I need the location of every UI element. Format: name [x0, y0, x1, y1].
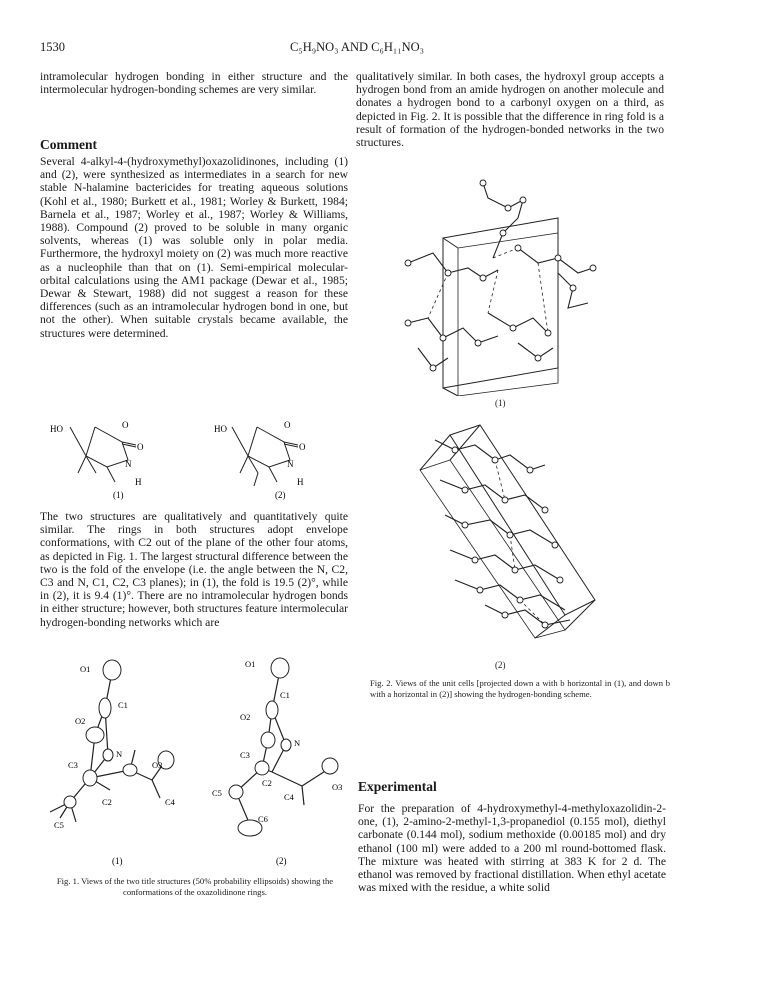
scheme1-carbonyl-o-label: O	[137, 442, 144, 452]
comment-heading: Comment	[40, 137, 97, 152]
fig1-c6-label-2: C6	[258, 814, 268, 824]
fig1-caption: Fig. 1. Views of the two title structures (50% probability ellipsoids) showing the conformations of the oxazolidinone rings.	[56, 876, 334, 897]
comment-paragraph: Several 4-alkyl-4-(hydroxymethyl)oxazolidinones, including (1) and (2), were synthesized as intermediates in a search for new stable N-halamine bactericides for treating aqueous solutions (Kohl et al., 1980; Burkett et al., 1981; Worley & Burkett, 1984; Barnela et al., 1987; Worley et al., 1987; Worley & Williams, 1988). Compound (2) proved to be soluble in many organic solvents, whereas (1) was soluble only in polar media. Furthermore, the hydroxyl moiety on (2) was much more reactive as a nucleophile than that on (1). Semi-empirical molecular-orbital calculations using the AM1 package (Dewar et al., 1985; Dewar & Stewart, 1988) did not suggest a reason for these differences (such as an intramolecular hydrogen bond in one, but not the other). When suitable crystals became available, the structures were determined.	[40, 155, 348, 340]
fig1-o2-label-2: O2	[240, 712, 251, 722]
fig2-caption: Fig. 2. Views of the unit cells [projected down a with b horizontal in (1), and down b with a horizontal in (2)] showing the hydrogen-bonding scheme.	[370, 678, 670, 699]
page-number: 1530	[40, 40, 65, 54]
fig2-hbonds-1	[428, 248, 548, 333]
fig2-atoms-2	[452, 447, 563, 628]
fig1-c1-label-2: C1	[280, 690, 290, 700]
fig2-cell-box-2	[420, 425, 595, 638]
scheme2-n-label: N	[287, 459, 294, 469]
fig1-o2-label-1: O2	[75, 716, 86, 726]
scheme-1	[70, 427, 136, 482]
structure-paragraph: The two structures are qualitatively and quantitatively quite similar. The rings in both structures adopt envelope conformations, with C2 out of the plane of the other four atoms, as depicted in Fig. 1. The largest structural difference between the two is the fold of the envelope (i.e. the angle between the N, C2, C3 and N, C1, C2, C3 planes); in (1), the fold is 19.5 (2)°, while in (2), it is 9.4 (1)°. There are no intramolecular hydrogen bonds in either structure; however, both structures feature intermolecular hydrogen-bonding networks which are	[40, 510, 348, 629]
scheme2-ring-o-label: O	[284, 420, 291, 430]
fig1-n-label-1: N	[116, 749, 123, 759]
fig1-atoms-2	[229, 658, 338, 836]
scheme2-carbonyl-o-label: O	[299, 442, 306, 452]
scheme2-number: (2)	[275, 490, 286, 500]
fig1-c3-label-2: C3	[240, 750, 250, 760]
fig1-number-2: (2)	[276, 856, 287, 866]
fig1-o3-label-1: O3	[152, 760, 163, 770]
fig2-unit-cell-1	[388, 178, 638, 396]
fig1-c4-label-1: C4	[165, 797, 175, 807]
fig2-unit-cell-2	[395, 420, 645, 640]
scheme2-ho-label: HO	[214, 424, 227, 434]
fig1-number-1: (1)	[112, 856, 123, 866]
fig2-label-2: (2)	[495, 660, 506, 670]
scheme1-ring-o-label: O	[122, 420, 129, 430]
fig1-c3-label-1: C3	[68, 760, 78, 770]
fig1-atoms-1	[64, 660, 174, 808]
right-top-paragraph: qualitatively similar. In both cases, the hydroxyl group accepts a hydrogen bond from an amide hydrogen on another molecule and donates a hydrogen bond to a carbonyl oxygen on a third, as depicted in Fig. 2. It is possible that the difference in ring fold is a result of formation of the hydrogen-bonded networks in the two structures.	[356, 70, 664, 150]
fig1-c2-label-1: C2	[102, 797, 112, 807]
fig2-cell-box-1	[443, 218, 558, 396]
scheme1-h-label: H	[135, 477, 142, 487]
fig1-c5-label-1: C5	[54, 820, 64, 830]
fig1-o3-label-2: O3	[332, 782, 343, 792]
fig2-atoms-1	[405, 180, 596, 371]
experimental-paragraph: For the preparation of 4-hydroxymethyl-4-methyloxazolidin-2-one, (1), 2-amino-2-methyl-1,3-propanediol (0.155 mol), diethyl carbonate (0.144 mol), sodium methoxide (0.00185 mol) and dry ethanol (100 ml) were added to a 200 ml round-bottomed flask. The mixture was heated with stirring at 383 K for 2 d. The ethanol was removed by fractional distillation. When ethyl acetate was mixed with the residue, a white solid	[358, 802, 666, 895]
scheme2-h-label: H	[297, 477, 304, 487]
fig1-c2-label-2: C2	[262, 778, 272, 788]
fig1-c1-label-1: C1	[118, 700, 128, 710]
scheme1-number: (1)	[113, 490, 124, 500]
left-intro: intramolecular hydrogen bonding in either structure and the intermolecular hydrogen-bonding schemes are very similar.	[40, 70, 348, 97]
fig1-ortep	[40, 650, 350, 868]
fig1-c5-label-2: C5	[212, 788, 222, 798]
fig2-label-1: (1)	[495, 398, 506, 408]
fig2-molecules-1	[408, 183, 593, 368]
scheme1-n-label: N	[125, 459, 132, 469]
experimental-heading: Experimental	[358, 779, 437, 794]
running-title: C₅H₉NO₃ AND C₆H₁₁NO₃	[290, 40, 424, 54]
scheme1-ho-label: HO	[50, 424, 63, 434]
fig1-o1-label-1: O1	[80, 664, 91, 674]
fig1-n-label-2: N	[294, 738, 301, 748]
chemical-schemes	[40, 420, 350, 500]
scheme-2	[232, 427, 298, 486]
fig1-o1-label-2: O1	[245, 659, 256, 669]
fig1-c4-label-2: C4	[284, 792, 294, 802]
